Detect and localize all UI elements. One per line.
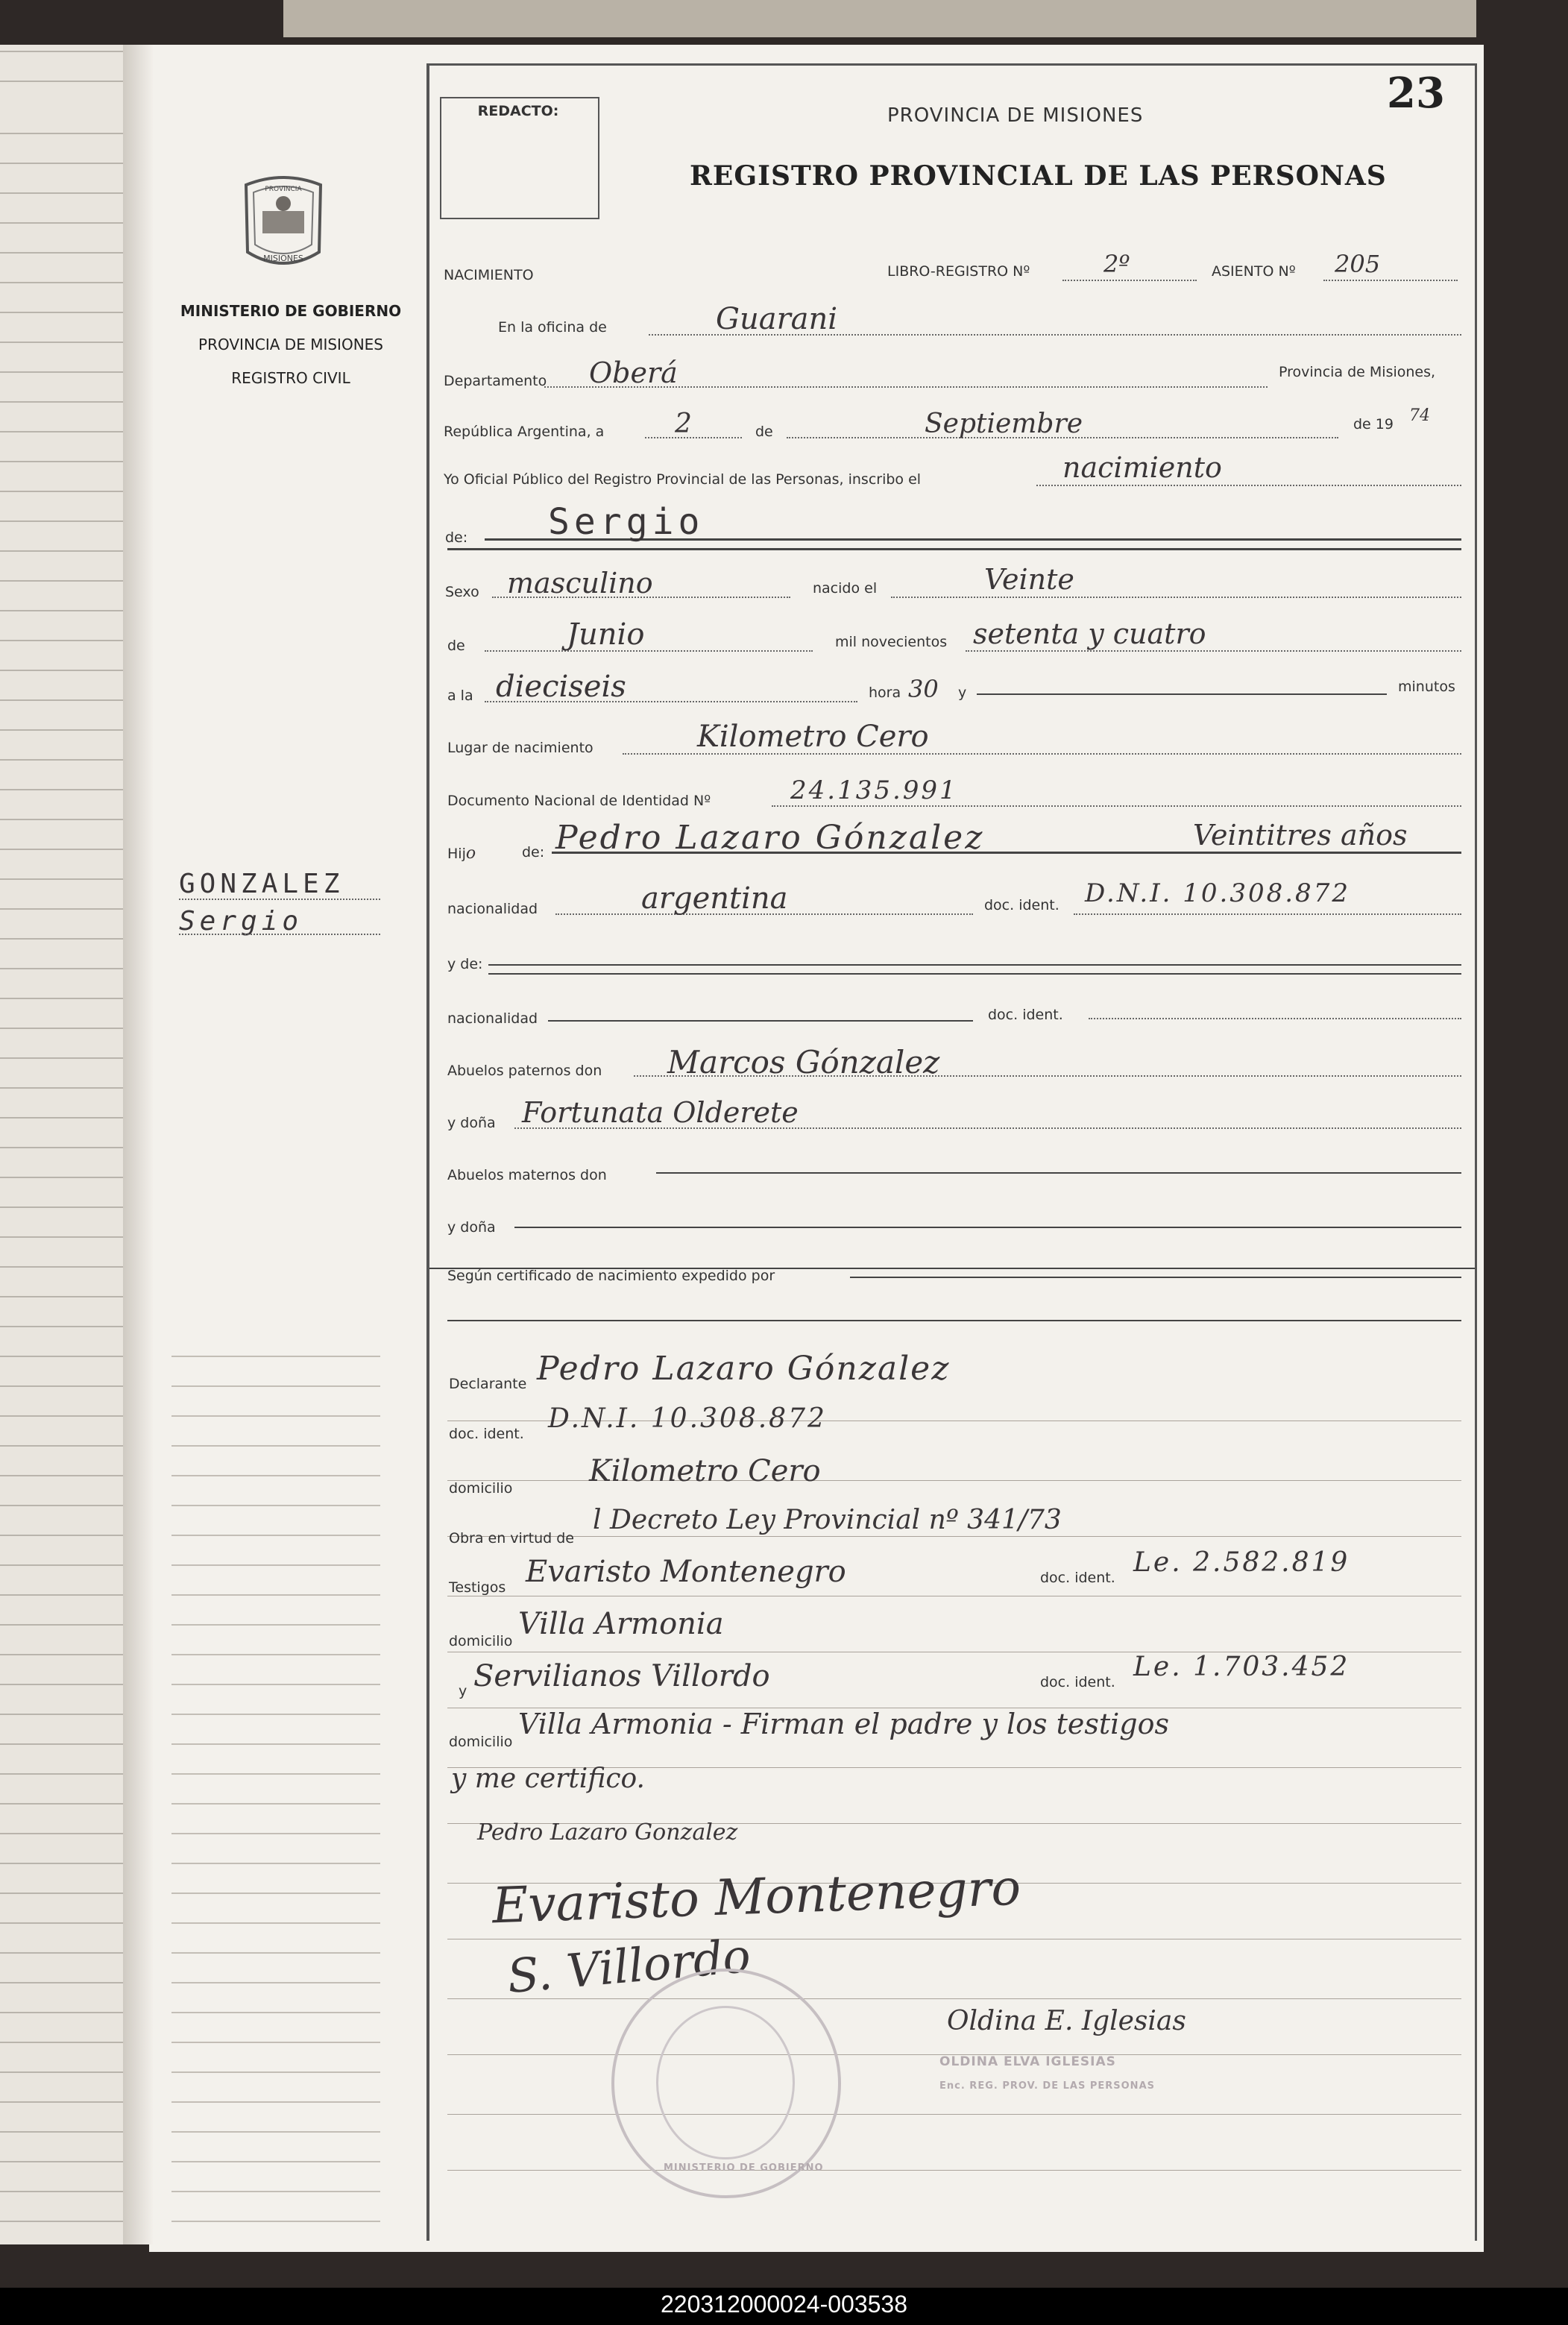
seal-text-top: PROVINCIA xyxy=(265,186,302,193)
redacto-label: REDACTO: xyxy=(477,103,559,119)
padre-edad: Veintitres años xyxy=(1193,819,1408,852)
mil-value: setenta y cuatro xyxy=(973,617,1206,650)
nacido-label: nacido el xyxy=(813,580,878,597)
sidebar-ruled-lines xyxy=(171,1327,380,2222)
sidebar-surname: GONZALEZ xyxy=(179,869,344,899)
obra-value: l Decreto Ley Provincial nº 341/73 xyxy=(593,1505,1062,1535)
abuelos-pat-label: Abuelos paternos don xyxy=(447,1063,602,1079)
y-label: y xyxy=(958,685,967,701)
dotline xyxy=(1074,913,1461,915)
declarante-label: Declarante xyxy=(449,1376,527,1392)
stamp-seal-text: MINISTERIO DE GOBIERNO xyxy=(664,2162,824,2174)
dotline xyxy=(1036,485,1461,486)
form-left-border xyxy=(426,63,429,2241)
dotline xyxy=(1062,280,1197,281)
closing-text: y me certifico. xyxy=(451,1764,645,1794)
departamento-value: Oberá xyxy=(589,356,678,389)
dotline xyxy=(645,437,742,438)
dni-label: Documento Nacional de Identidad Nº xyxy=(447,793,711,809)
mes-value: Septiembre xyxy=(925,409,1083,439)
libro-label: LIBRO-REGISTRO Nº xyxy=(887,263,1030,280)
ruled-line xyxy=(447,2114,1461,2115)
solidline xyxy=(656,1172,1461,1174)
dotline xyxy=(1323,280,1458,281)
form-right-border xyxy=(1475,63,1477,2241)
nacionalidad-label: nacionalidad xyxy=(447,901,538,917)
mil-label: mil novecientos xyxy=(835,634,948,650)
oficina-value: Guarani xyxy=(716,302,838,336)
image-caption: 220312000024-003538 xyxy=(661,2291,907,2318)
sidebar-dotline xyxy=(179,899,380,900)
oficial-value: nacimiento xyxy=(1062,451,1222,484)
nacionalidad2-label: nacionalidad xyxy=(447,1010,538,1027)
abuela-pat-value: Fortunata Olderete xyxy=(522,1096,799,1129)
hijo-label: Hijo xyxy=(447,844,476,863)
y-testigo-label: y xyxy=(459,1683,467,1699)
mes-nac-value: Junio xyxy=(567,617,645,652)
doc-ident-label: doc. ident. xyxy=(984,897,1059,913)
signature-official: Oldina E. Iglesias xyxy=(947,2006,1186,2036)
testigos-label: Testigos xyxy=(449,1579,506,1596)
solidline xyxy=(850,1277,1461,1278)
province-header: PROVINCIA DE MISIONES xyxy=(887,104,1144,127)
ruled-line xyxy=(447,1998,1461,1999)
domicilio-label: domicilio xyxy=(449,1480,513,1497)
departamento-label: Departamento xyxy=(444,373,547,389)
signature-witness1: Evaristo Montenegro xyxy=(491,1858,1022,1935)
anio-value: 74 xyxy=(1409,406,1430,425)
yde-label: y de: xyxy=(447,956,483,972)
padre-doc-value: D.N.I. 10.308.872 xyxy=(1085,878,1350,908)
registry-title: REGISTRO PROVINCIAL DE LAS PERSONAS xyxy=(690,160,1387,192)
solidline xyxy=(514,1227,1461,1228)
ala-label: a la xyxy=(447,688,473,704)
de2-label: de: xyxy=(445,529,468,546)
testigo2: Servilianos Villordo xyxy=(473,1659,770,1693)
de3-label: de xyxy=(447,638,465,654)
testigo1: Evaristo Montenegro xyxy=(526,1555,846,1589)
anio-label: de 19 xyxy=(1353,416,1394,432)
nacionalidad-value: argentina xyxy=(641,881,788,916)
hora-min-value: 30 xyxy=(908,675,939,703)
abuelos-mat-label: Abuelos maternos don xyxy=(447,1167,607,1183)
official-stamp-inner xyxy=(656,2006,795,2159)
de4-label: de: xyxy=(522,844,545,861)
doc-ident5-label: doc. ident. xyxy=(1040,1674,1115,1690)
sidebar-dotline xyxy=(179,934,380,935)
hora-label: hora xyxy=(869,685,901,701)
testigo1-dom: Villa Armonia xyxy=(518,1607,724,1641)
dotline xyxy=(1089,1018,1461,1019)
book-gutter xyxy=(123,45,153,2244)
declarante-doc: D.N.I. 10.308.872 xyxy=(548,1403,827,1434)
nacido-value: Veinte xyxy=(984,563,1074,596)
stamp-official-title: Enc. REG. PROV. DE LAS PERSONAS xyxy=(939,2080,1155,2092)
testigo2-doc: Le. 1.703.452 xyxy=(1133,1652,1350,1682)
abuelos-pat-value: Marcos Gónzalez xyxy=(667,1044,940,1080)
section-label: NACIMIENTO xyxy=(444,267,534,283)
oficial-label: Yo Oficial Público del Registro Provincial de las Personas, inscribo el xyxy=(444,471,922,488)
domicilio2-label: domicilio xyxy=(449,1633,513,1649)
solidline xyxy=(488,964,1461,966)
ministry-registry: REGISTRO CIVIL xyxy=(231,369,350,387)
doc-ident3-label: doc. ident. xyxy=(449,1426,524,1442)
segun-label: Según certificado de nacimiento expedido por xyxy=(447,1268,775,1284)
ruled-line xyxy=(447,2170,1461,2171)
sidebar-given-name: Sergio xyxy=(179,906,303,937)
sexo-value: masculino xyxy=(507,567,653,600)
signature-witness2: S. Villordo xyxy=(505,1928,753,2004)
dotline xyxy=(891,597,1461,598)
testigo1-doc: Le. 2.582.819 xyxy=(1133,1547,1350,1578)
solidline xyxy=(977,693,1387,695)
asiento-label: ASIENTO Nº xyxy=(1212,263,1296,280)
solidline xyxy=(488,973,1461,975)
form-top-border xyxy=(426,63,1476,66)
provincia-suffix: Provincia de Misiones, xyxy=(1279,364,1436,380)
ydona-label: y doña xyxy=(447,1115,496,1131)
nombre-value: Sergio xyxy=(548,501,705,543)
dia-value: 2 xyxy=(675,409,692,439)
dotline xyxy=(966,650,1461,652)
dni-value: 24.135.991 xyxy=(790,775,958,805)
oficina-label: En la oficina de xyxy=(498,319,607,336)
seal-text-bottom: MISIONES xyxy=(263,254,303,263)
obra-label: Obra en virtud de xyxy=(449,1530,574,1547)
sexo-label: Sexo xyxy=(445,584,479,600)
ydona2-label: y doña xyxy=(447,1219,496,1236)
dotline xyxy=(772,805,1461,807)
page-number: 23 xyxy=(1387,69,1445,118)
republica-label: República Argentina, a xyxy=(444,424,605,440)
declarante-dom: Kilometro Cero xyxy=(589,1454,821,1488)
coat-of-arms-icon xyxy=(231,170,336,274)
book-cover-edge xyxy=(283,0,1476,37)
hora-value: dieciseis xyxy=(496,670,626,704)
lugar-value: Kilometro Cero xyxy=(697,720,929,754)
de-label: de xyxy=(755,424,773,440)
ministry-province: PROVINCIA DE MISIONES xyxy=(198,336,383,353)
declarante-value: Pedro Lazaro Gónzalez xyxy=(537,1350,951,1388)
solidline xyxy=(548,1020,973,1022)
domicilio3-label: domicilio xyxy=(449,1734,513,1750)
padre-value: Pedro Lazaro Gónzalez xyxy=(555,819,985,857)
solidline xyxy=(447,548,1461,550)
facing-page xyxy=(0,45,134,2244)
ruled-line xyxy=(447,1536,1461,1537)
lugar-label: Lugar de nacimiento xyxy=(447,740,593,756)
libro-value: 2º xyxy=(1103,250,1130,278)
minutos-label: minutos xyxy=(1398,679,1455,695)
ministry-name: MINISTERIO DE GOBIERNO xyxy=(180,302,402,320)
dotline xyxy=(485,650,813,652)
doc-ident4-label: doc. ident. xyxy=(1040,1570,1115,1586)
doc-ident2-label: doc. ident. xyxy=(988,1007,1063,1023)
solidline xyxy=(447,1320,1461,1321)
signature-father: Pedro Lazaro Gonzalez xyxy=(477,1819,738,1846)
testigo2-dom: Villa Armonia - Firman el padre y los testigos xyxy=(518,1708,1169,1740)
asiento-value: 205 xyxy=(1335,250,1381,278)
stamp-official-name: OLDINA ELVA IGLESIAS xyxy=(939,2054,1116,2069)
